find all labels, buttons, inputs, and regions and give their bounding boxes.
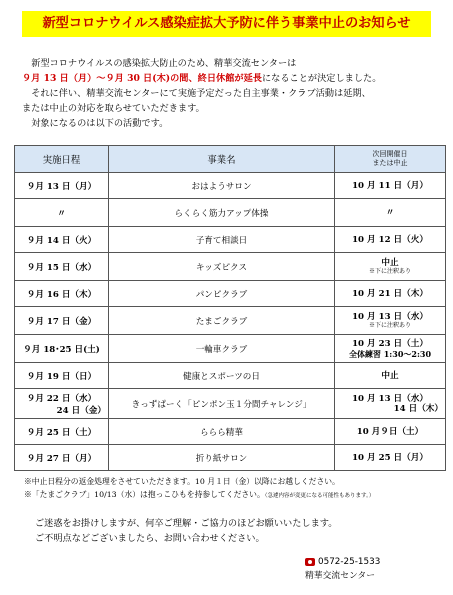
cell-date: ９月 15 日（水） bbox=[15, 253, 109, 281]
cell-event-name: キッズピクス bbox=[109, 253, 335, 281]
cell-event-name: 健康とスポーツの日 bbox=[109, 363, 335, 389]
table-row bbox=[15, 363, 446, 389]
intro-line-5: 対象になるのは以下の活動です。 bbox=[31, 118, 169, 129]
cell-date: ９月 22 日（水） 24 日（金） bbox=[15, 389, 109, 419]
intro-line-4: または中止の対応を取らせていただきます。 bbox=[22, 103, 205, 114]
cell-next-date: 10 月９日（土） bbox=[335, 419, 446, 445]
intro-line-1: 新型コロナウイルスの感染拡大防止のため、精華交流センターは bbox=[31, 58, 297, 69]
cell-date: ９月 19 日（日） bbox=[15, 363, 109, 389]
header-event-name: 事業名 bbox=[109, 146, 335, 173]
table-row bbox=[15, 445, 446, 471]
schedule-table bbox=[14, 145, 446, 471]
closing-line-2: ご不明点などございましたら、お問い合わせください。 bbox=[35, 533, 265, 544]
intro-line-2: ９月 13 日（月）～９月 30 日(木)の間、終日休館が延長になることが決定しました。 bbox=[22, 73, 382, 84]
cell-date: ９月 27 日（月） bbox=[15, 445, 109, 471]
cell-note: ※下に注釈あり bbox=[368, 321, 411, 329]
cell-next-date: 10 月 13 日（水） 14 日（木） bbox=[335, 389, 446, 419]
cell-event-name: らくらく筋力アップ体操 bbox=[109, 199, 335, 227]
cell-event-name: 一輪車クラブ bbox=[109, 335, 335, 363]
header-date: 実施日程 bbox=[15, 146, 109, 173]
cell-note: ※下に注釈あり bbox=[368, 267, 411, 275]
cell-next-date: 10 月 12 日（火） bbox=[335, 227, 446, 253]
footnotes bbox=[24, 475, 374, 503]
table-row bbox=[15, 253, 446, 281]
cell-event-name: おはようサロン bbox=[109, 173, 335, 199]
footnote-1: ※中止日程分の返金処理をさせていただきます。10 月１日（金）以降にお越しください。 bbox=[24, 477, 340, 486]
table-row bbox=[15, 281, 446, 307]
cell-date: ９月 18･25 日(土) bbox=[15, 335, 109, 363]
table-row bbox=[15, 335, 446, 363]
table-row bbox=[15, 307, 446, 335]
closure-period: ９月 13 日（月）～９月 30 日(木)の間、終日休館が延長 bbox=[22, 73, 262, 84]
cell-next-date: 10 月 11 日（月） bbox=[335, 173, 446, 199]
cell-next-date: 10 月 13 日（水） ※下に注釈あり bbox=[335, 307, 446, 335]
table-header-row bbox=[15, 146, 446, 173]
cell-event-name: きっずぱーく「ピンポン玉１分間チャレンジ」 bbox=[109, 389, 335, 419]
cell-event-name: たまごクラブ bbox=[109, 307, 335, 335]
cell-event-name: 子育て相談日 bbox=[109, 227, 335, 253]
table-row bbox=[15, 199, 446, 227]
cell-event-name: ららら精華 bbox=[109, 419, 335, 445]
cell-next-date: 10 月 21 日（木） bbox=[335, 281, 446, 307]
cell-date: 〃 bbox=[15, 199, 109, 227]
cell-next-date: 〃 bbox=[335, 199, 446, 227]
phone-icon bbox=[305, 558, 315, 566]
phone-row bbox=[305, 555, 380, 569]
cell-date: ９月 16 日（木） bbox=[15, 281, 109, 307]
cell-date: ９月 25 日（土） bbox=[15, 419, 109, 445]
cell-next-date: 中止 ※下に注釈あり bbox=[335, 253, 446, 281]
closing-message bbox=[35, 516, 337, 546]
phone-number: 0572-25-1533 bbox=[318, 557, 381, 567]
table-body bbox=[15, 173, 446, 471]
cell-date: ９月 17 日（金） bbox=[15, 307, 109, 335]
table-row bbox=[15, 227, 446, 253]
intro-line-3: それに伴い、精華交流センターにて実施予定だった自主事業・クラブ活動は延期、 bbox=[31, 88, 371, 99]
cell-next-date: 中止 bbox=[335, 363, 446, 389]
cell-next-date: 10 月 25 日（月） bbox=[335, 445, 446, 471]
cell-next-date: 10 月 23 日（土） 全体練習 1:30～2:30 bbox=[335, 335, 446, 363]
cell-date: ９月 14 日（火） bbox=[15, 227, 109, 253]
closing-line-1: ご迷惑をお掛けしますが、何卒ご理解・ご協力のほどお願いいたします。 bbox=[35, 518, 338, 529]
contact-info bbox=[305, 555, 380, 583]
page-title: 新型コロナウイルス感染症拡大予防に伴う事業中止のお知らせ bbox=[22, 11, 431, 37]
organization-name: 精華交流センター bbox=[305, 571, 376, 581]
table-row bbox=[15, 419, 446, 445]
footnote-2: ※「たまごクラブ」10/13（水）は抱っこひもを持参してください。（急遽内容が変更になる可能性もあります。） bbox=[24, 490, 375, 499]
table-row bbox=[15, 173, 446, 199]
intro-text bbox=[22, 56, 442, 131]
cell-event-name: パンピクラブ bbox=[109, 281, 335, 307]
cell-date: ９月 13 日（月） bbox=[15, 173, 109, 199]
cell-event-name: 折り紙サロン bbox=[109, 445, 335, 471]
table-row bbox=[15, 389, 446, 419]
header-next-date: 次回開催日 または中止 bbox=[335, 146, 446, 173]
